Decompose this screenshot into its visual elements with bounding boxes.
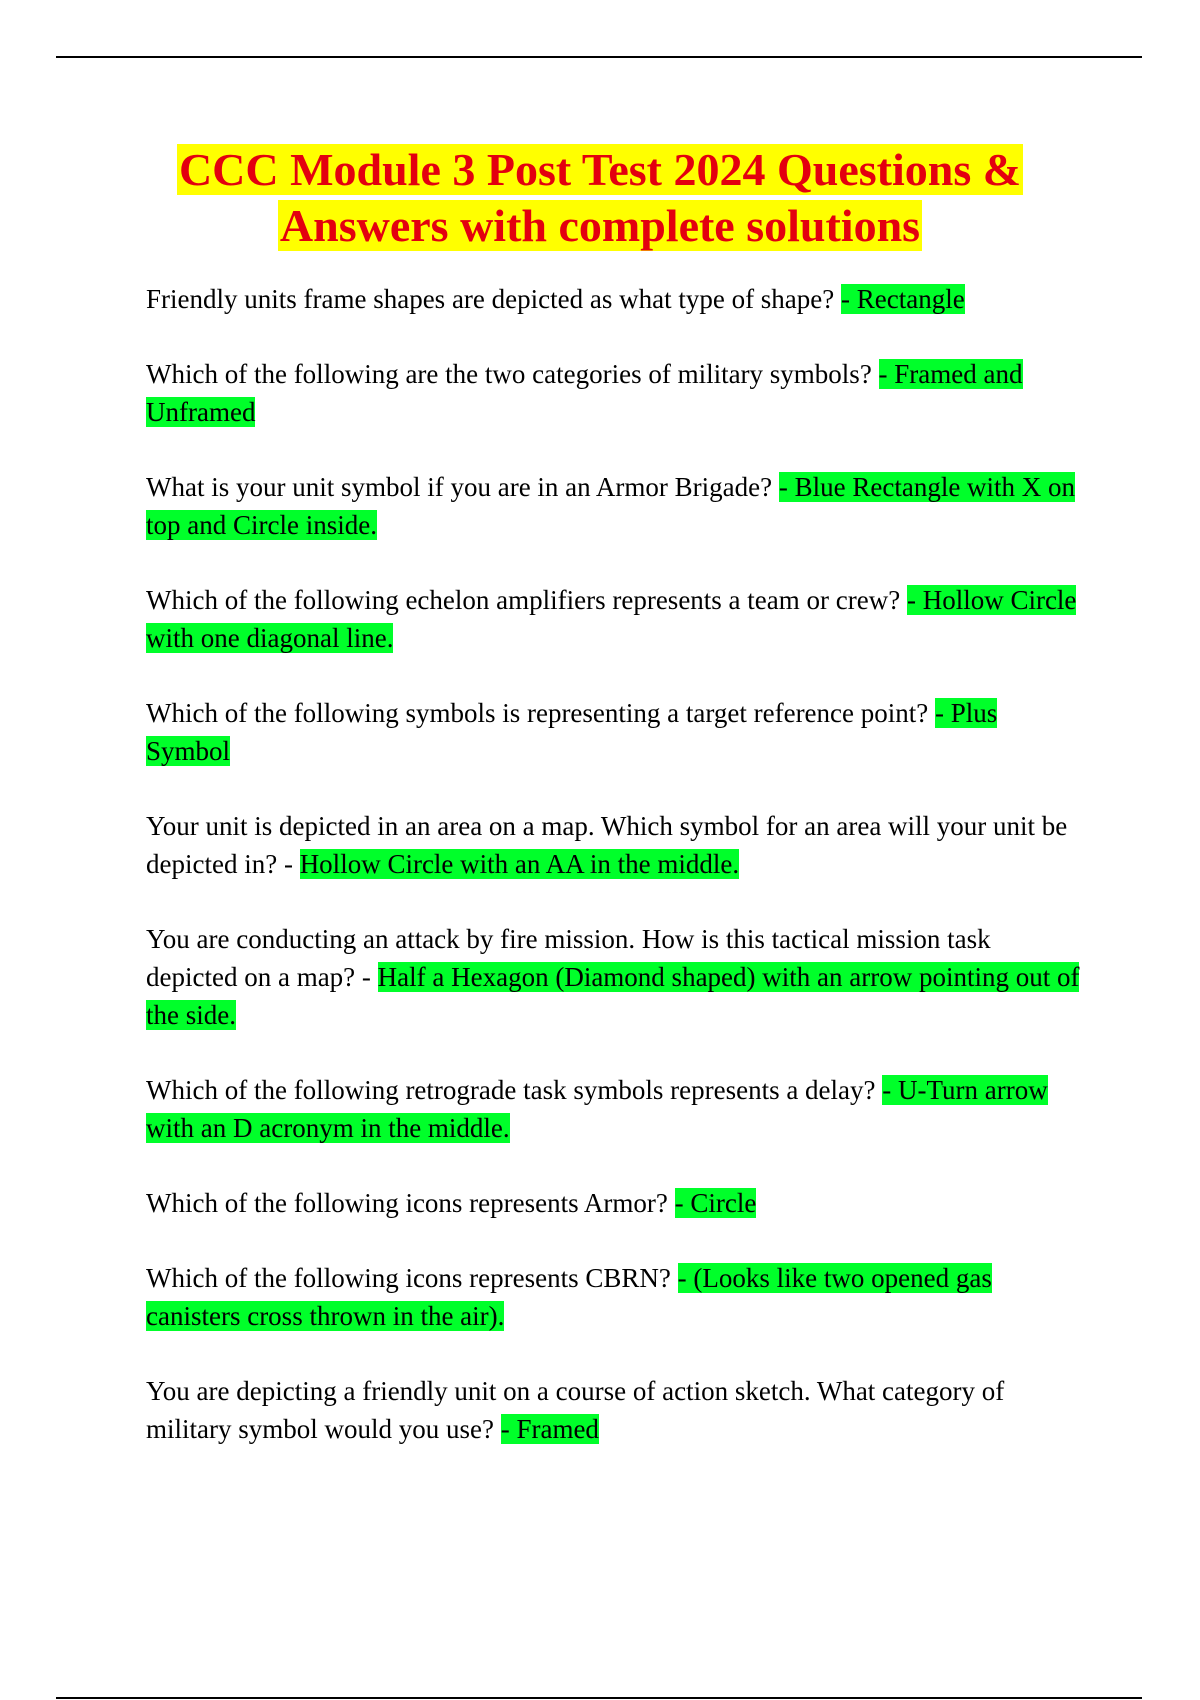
qa-item bbox=[146, 694, 1086, 770]
qa-item bbox=[146, 581, 1086, 657]
qa-item bbox=[146, 355, 1086, 431]
title-highlight: CCC Module 3 Post Test 2024 Questions & Answers with complete solutions bbox=[178, 144, 1022, 251]
bottom-divider bbox=[56, 1697, 1142, 1699]
answer-text: Half a Hexagon (Diamond shaped) with an arrow pointing out of the side. bbox=[146, 962, 1080, 1030]
question-text: Which of the following symbols is representing a target reference point? bbox=[146, 698, 935, 728]
qa-item bbox=[146, 468, 1086, 544]
answer-text: - (Looks like two opened gas canisters cross thrown in the air). bbox=[146, 1263, 992, 1331]
question-text: Your unit is depicted in an area on a map. Which symbol for an area will your unit be depicted in? - bbox=[146, 811, 1068, 879]
answer-text: - Rectangle bbox=[841, 284, 965, 314]
question-text: You are depicting a friendly unit on a course of action sketch. What category of military symbol would you use? bbox=[146, 1376, 1005, 1444]
document-title bbox=[130, 142, 1070, 254]
answer-text: - Hollow Circle with one diagonal line. bbox=[146, 585, 1077, 653]
qa-item bbox=[146, 1372, 1086, 1448]
answer-text: - Blue Rectangle with X on top and Circle inside. bbox=[146, 472, 1076, 540]
question-text: You are conducting an attack by fire mission. How is this tactical mission task depicted on a map? - bbox=[146, 924, 991, 992]
question-text: What is your unit symbol if you are in an Armor Brigade? bbox=[146, 472, 779, 502]
question-text: Which of the following icons represents CBRN? bbox=[146, 1263, 678, 1293]
answer-text: - Plus Symbol bbox=[146, 698, 998, 766]
answer-text: - Framed and Unframed bbox=[146, 359, 1023, 427]
answer-text: Hollow Circle with an AA in the middle. bbox=[299, 849, 740, 879]
question-text: Friendly units frame shapes are depicted as what type of shape? bbox=[146, 284, 842, 314]
title-block bbox=[130, 142, 1070, 254]
question-text: Which of the following retrograde task symbols represents a delay? bbox=[146, 1075, 883, 1105]
question-text: Which of the following echelon amplifiers represents a team or crew? bbox=[146, 585, 907, 615]
qa-list bbox=[146, 280, 1086, 1485]
qa-item bbox=[146, 807, 1086, 883]
qa-item bbox=[146, 1184, 1086, 1222]
question-text: Which of the following are the two categories of military symbols? bbox=[146, 359, 879, 389]
qa-item bbox=[146, 920, 1086, 1034]
qa-item bbox=[146, 280, 1086, 318]
top-divider bbox=[56, 56, 1142, 58]
answer-text: - Circle bbox=[674, 1188, 757, 1218]
qa-item bbox=[146, 1071, 1086, 1147]
question-text: Which of the following icons represents Armor? bbox=[146, 1188, 675, 1218]
qa-item bbox=[146, 1259, 1086, 1335]
answer-text: - Framed bbox=[500, 1414, 599, 1444]
answer-text: - U-Turn arrow with an D acronym in the middle. bbox=[146, 1075, 1048, 1143]
